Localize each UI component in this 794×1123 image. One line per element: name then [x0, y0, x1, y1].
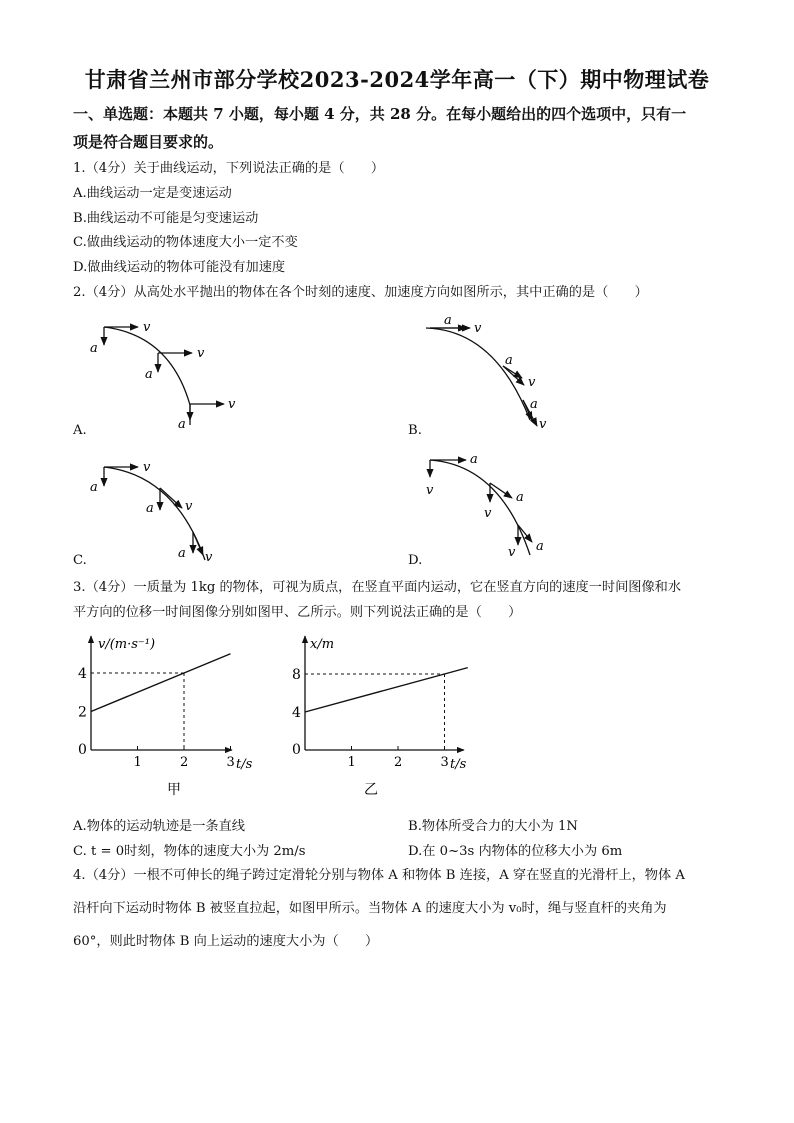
- velocity-arrow: [503, 366, 524, 385]
- label-a: a: [146, 501, 154, 516]
- label-a: a: [516, 490, 524, 505]
- chart-title: 乙: [364, 782, 378, 798]
- section-heading-line2: 项是符合题目要求的。: [73, 133, 224, 151]
- x-axis-label: t/s: [236, 757, 253, 772]
- section-heading-line1: 一、单选题：本题共 7 小题，每小题 4 分，共 28 分。在每小题给出的四个选项中，只有一: [73, 105, 687, 123]
- x-tick-label: 3: [226, 755, 235, 770]
- x-axis-label: t/s: [450, 757, 467, 772]
- chart-title: 甲: [167, 782, 181, 798]
- label-a: a: [470, 452, 478, 467]
- origin-label: 0: [292, 742, 301, 758]
- q1-option-d: D.做曲线运动的物体可能没有加速度: [73, 260, 286, 275]
- y-tick-label: 8: [292, 667, 301, 683]
- trajectory-curve: [430, 460, 530, 555]
- label-v: v: [197, 346, 205, 361]
- q3-option-a: A.物体的运动轨迹是一条直线: [73, 819, 245, 834]
- q1-stem: 1.（4分）关于曲线运动，下列说法正确的是（ ）: [73, 161, 385, 176]
- label-a: a: [178, 417, 186, 432]
- q3-option-d: D.在 0~3s 内物体的位移大小为 6m: [408, 844, 623, 859]
- label-v: v: [474, 321, 482, 336]
- chart-yi: [274, 628, 494, 808]
- label-a: a: [178, 546, 186, 561]
- q1-option-a: A.曲线运动一定是变速运动: [73, 186, 232, 201]
- label-v: v: [508, 545, 516, 560]
- label-a: a: [536, 539, 544, 554]
- label-v: v: [143, 460, 151, 475]
- label-a: a: [444, 313, 452, 328]
- q2-label-c: C.: [73, 553, 87, 568]
- series-line: [91, 654, 231, 712]
- q2-stem: 2.（4分）从高处水平抛出的物体在各个时刻的速度、加速度方向如图所示，其中正确的是（ ）: [73, 285, 648, 300]
- label-a: a: [530, 397, 538, 412]
- y-axis-label: v/(m·s⁻¹): [98, 637, 156, 652]
- acceleration-arrow: [518, 525, 532, 542]
- q1-option-c: C.做曲线运动的物体速度大小一定不变: [73, 235, 298, 250]
- q4-line2: 沿杆向下运动时物体 B 被竖直拉起，如图甲所示。当物体 A 的速度大小为 v₀时，绳与竖直杆的夹角为: [73, 901, 667, 916]
- q1-option-b: B.曲线运动不可能是匀变速运动: [73, 211, 259, 226]
- chart-jia: [60, 628, 280, 808]
- origin-label: 0: [78, 742, 87, 758]
- label-v: v: [484, 506, 492, 521]
- y-tick-label: 2: [78, 704, 87, 721]
- q3-stem-line1: 3.（4分）一质量为 1kg 的物体，可视为质点，在竖直平面内运动，它在竖直方向的速度一时间图像和水: [73, 580, 682, 595]
- label-a: a: [505, 353, 513, 368]
- label-v: v: [185, 499, 193, 514]
- q2-diagram-a: [104, 327, 224, 425]
- q2-label-a: A.: [73, 423, 87, 438]
- y-axis-label: x/m: [310, 637, 335, 652]
- q4-line3: 60°，则此时物体 B 向上运动的速度大小为（ ）: [73, 934, 379, 949]
- q3-option-c: C. t = 0时刻，物体的速度大小为 2m/s: [73, 844, 306, 859]
- label-v: v: [205, 550, 213, 565]
- label-a: a: [90, 480, 98, 495]
- q3-option-b: B.物体所受合力的大小为 1N: [408, 819, 578, 834]
- x-tick-label: 1: [133, 755, 142, 770]
- x-tick-label: 2: [180, 755, 189, 770]
- label-v: v: [528, 375, 536, 390]
- y-tick-label: 4: [78, 666, 87, 682]
- x-tick-label: 1: [347, 755, 356, 770]
- label-v: v: [539, 417, 547, 432]
- q3-stem-line2: 平方向的位移一时间图像分别如图甲、乙所示。则下列说法正确的是（ ）: [73, 605, 522, 620]
- x-tick-label: 2: [394, 755, 403, 770]
- x-tick-label: 3: [440, 755, 449, 770]
- q2-label-d: D.: [408, 553, 423, 568]
- label-a: a: [145, 367, 153, 382]
- velocity-arrow: [160, 488, 182, 508]
- q2-diagram-b: [426, 328, 537, 426]
- label-v: v: [426, 483, 434, 498]
- label-a: a: [90, 341, 98, 356]
- trajectory-curve: [426, 328, 530, 420]
- y-tick-label: 4: [292, 705, 301, 721]
- q2-diagram-d: [430, 460, 532, 555]
- label-v: v: [143, 320, 151, 335]
- page-title: 甘肃省兰州市部分学校2023-2024学年高一（下）期中物理试卷: [84, 67, 710, 92]
- label-v: v: [228, 397, 236, 412]
- acceleration-arrow: [490, 483, 512, 498]
- velocity-arrow: [193, 532, 203, 555]
- q2-label-b: B.: [408, 423, 422, 438]
- q4-line1: 4.（4分）一根不可伸长的绳子跨过定滑轮分别与物体 A 和物体 B 连接，A 穿在竖直的光滑杆上，物体 A: [73, 868, 685, 883]
